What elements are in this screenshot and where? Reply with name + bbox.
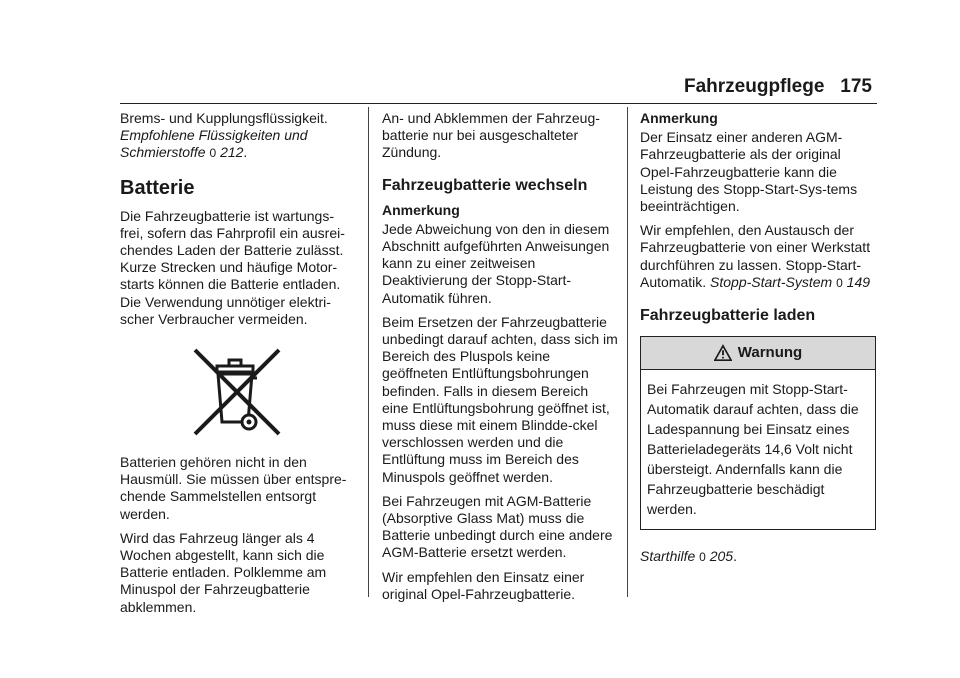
- warning-title: Warnung: [737, 344, 803, 362]
- paragraph: Jede Abweichung von den in diesem Abschnitt aufgeführten Anweisungen kann zu einer zeitweisen Deaktivierung der Stopp-Start-Automatik führen.: [382, 220, 610, 306]
- paragraph: An- und Abklemmen der Fahrzeug-batterie nur bei ausgeschalteter Zündung.: [382, 110, 600, 161]
- page-header: [660, 69, 876, 103]
- paragraph: Wir empfehlen den Einsatz einer original Opel-Fahrzeugbatterie.: [382, 568, 585, 602]
- paragraph: Wird das Fahrzeug länger als 4 Wochen abgestellt, kann sich die Batterie entladen. Polklemme am Minuspol der Fahrzeugbatterie abklemmen.: [120, 529, 327, 615]
- note-label: Anmerkung: [640, 110, 718, 126]
- warning-triangle-icon: [714, 344, 732, 362]
- paragraph: Beim Ersetzen der Fahrzeugbatterie unbedingt darauf achten, dass sich im Bereich des Pluspols keine geöffneten Entlüftungsbohrungen befinden. Falls in diesem Bereich eine Entlüftungsbohrung geöffnet ist, muss diese mit einem Blindde-ckel verschlossen werden und die Entlüftung muss im Bereich des Minuspols geöffnet werden.: [382, 313, 618, 485]
- cross-reference[interactable]: Stopp-Start-System 0 149: [710, 273, 871, 290]
- column-right: [640, 110, 876, 573]
- column-middle: [382, 110, 618, 610]
- paragraph: Batterien gehören nicht in den Hausmüll. Sie müssen über entspre-chende Sammelstellen entsorgt werden.: [120, 454, 347, 522]
- reference-arrow-icon: 0: [699, 550, 706, 565]
- paragraph: Bei Fahrzeugen mit AGM-Batterie (Absorptive Glass Mat) muss die Batterie unbedingt durch eine andere AGM-Batterie ersetzt werden.: [382, 492, 613, 561]
- paragraph: Der Einsatz einer anderen AGM-Fahrzeugbatterie als der original Opel-Fahrzeugbatterie kann die Leistung des Stopp-Start-Sys-tems beeinträchtigen.: [640, 129, 858, 215]
- reference-arrow-icon: 0: [836, 275, 843, 290]
- paragraph: Wir empfehlen, den Austausch der Fahrzeugbatterie von einer Werkstatt durchführen zu lassen. Stopp-Start-Automatik. Stopp-Start-System 0 149: [640, 222, 871, 290]
- crossed-out-wheelie-bin-icon: [120, 342, 354, 442]
- header-divider: [120, 103, 877, 104]
- cross-reference[interactable]: Starthilfe 0 205: [640, 548, 734, 565]
- cross-reference[interactable]: Empfohlene Flüssigkeiten und Schmierstoffe 0 212: [120, 127, 308, 161]
- reference-arrow-icon: 0: [209, 146, 217, 161]
- column-divider: [368, 107, 369, 597]
- column-left: [120, 110, 354, 623]
- heading-replace-battery: Fahrzeugbatterie wechseln: [382, 176, 588, 194]
- warning-header: [641, 337, 875, 370]
- section-title: Fahrzeugpflege: [684, 76, 825, 97]
- paragraph: Die Fahrzeugbatterie ist wartungs-frei, sofern das Fahrprofil ein ausrei-chendes Laden der Batterie zulässt. Kurze Strecken und häufige Motor-starts können die Batterie entladen. Die Verwendung unnötiger elektri-scher Verbraucher vermeiden.: [120, 207, 345, 327]
- note-label: Anmerkung: [382, 201, 460, 218]
- paragraph: Starthilfe 0 205.: [640, 548, 737, 565]
- warning-text: Bei Fahrzeugen mit Stopp-Start-Automatik darauf achten, dass die Ladespannung bei Einsatz eines Batterieladegeräts 14,6 Volt nicht übersteigt. Andernfalls kann die Fahrzeugbatterie beschädigt werden.: [647, 381, 859, 518]
- heading-battery: Batterie: [120, 176, 195, 199]
- column-divider: [627, 107, 628, 597]
- heading-charge-battery: Fahrzeugbatterie laden: [640, 307, 816, 325]
- warning-box: [640, 336, 876, 530]
- paragraph: Brems- und Kupplungsflüssigkeit. Empfohlene Flüssigkeiten und Schmierstoffe 0 212.: [120, 110, 328, 161]
- page-number: 175: [840, 76, 872, 97]
